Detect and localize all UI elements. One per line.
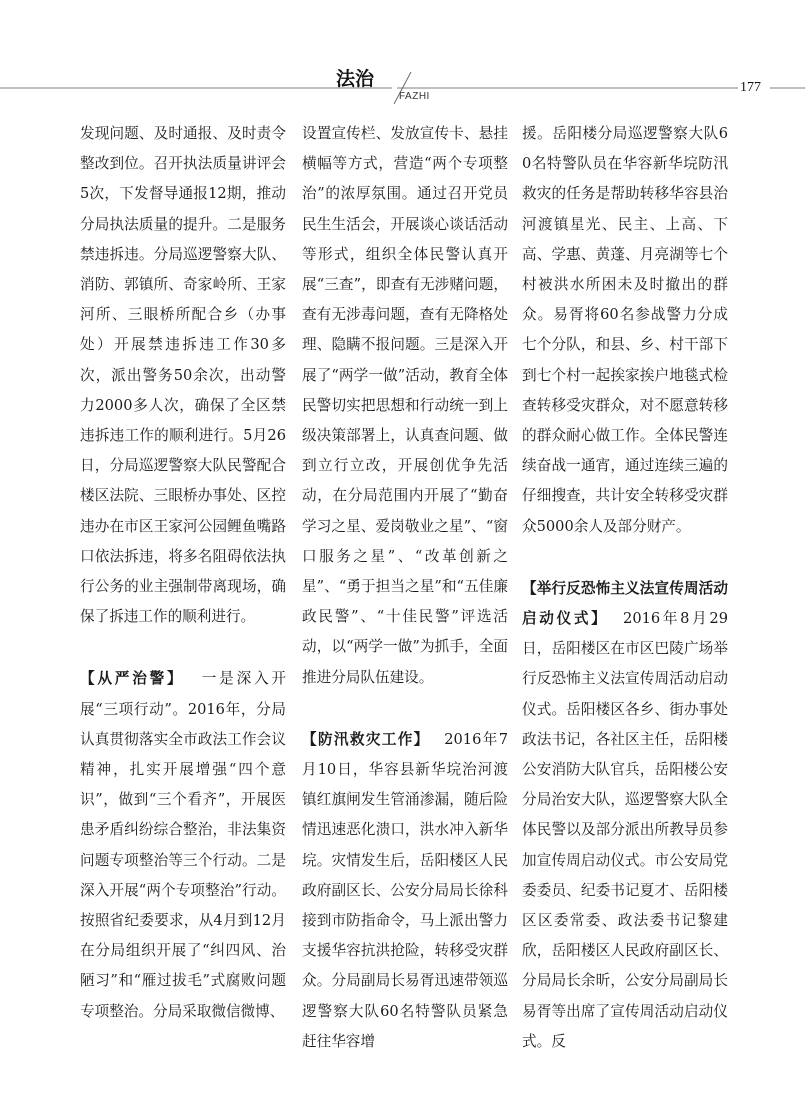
paragraph-body: 2016年7月10日，华容县新华垸治河渡镇红旗闸发生管涌渗漏，随后险情迅速恶化溃口，洪水冲入新华垸。灾情发生后，岳阳楼区人民政府副区长、公安分局局长徐科接到市防指命令，马上派出警力支援华容抗洪抢险，转移受灾群众。分局副局长易胥迅速带领巡逻警察大队60名特警队员紧急赶往华容增 [302,730,508,1050]
text-column-3 [522,119,728,1089]
paragraph-body: 一是深入开展“三项行动”。2016年，分局认真贯彻落实全市政法工作会议精神，扎实开展增强“四个意识”，做到“三个看齐”，开展医患矛盾纠纷综合整治，非法集资问题专项整治等三个行动。二是深入开展“两个专项整治”行动。按照省纪委要求，从4月到12月在分局组织开展了“纠四风、治陋习”和“雁过拔毛”式腐败问题专项整治。分局采取微信微博、 [80,670,286,1020]
paragraph: 援。岳阳楼分局巡逻警察大队60名特警队员在华容新华垸防汛救灾的任务是帮助转移华容县治河渡镇星光、民主、上高、下高、学惠、黄蓬、月亮湖等七个村被洪水所困未及时撤出的群众。易胥将60名参战警力分成七个分队，和县、乡、村干部下到七个村一起挨家挨户地毯式检查转移受灾群众，对不愿意转移的群众耐心做工作。全体民警连续奋战一通宵，通过连续三遍的仔细搜查，共计安全转移受灾群众5000余人及部分财产。 [522,125,728,535]
section-title: 法治 [336,68,375,90]
paragraph: 发现问题、及时通报、及时责令整改到位。召开执法质量讲评会5次，下发督导通报12期，推动分局执法质量的提升。二是服务禁违拆违。分局巡逻警察大队、消防、郭镇所、奇家岭所、王家河所、三眼桥所配合乡（办事处）开展禁违拆违工作30多次，派出警务50余次，出动警力2000多人次，确保了全区禁违拆违工作的顺利进行。5月26日，分局巡逻警察大队民警配合楼区法院、三眼桥办事处、区控违办在市区王家河公园鲤鱼嘴路口依法拆违，将多名阻碍依法执行公务的业主强制带离现场，确保了拆违工作的顺利进行。 [80,125,286,626]
paragraph-body: 2016年8月29日，岳阳楼区在市区巴陵广场举行反恐怖主义法宣传周活动启动仪式。岳阳楼区各乡、街办事处政法书记，各社区主任，岳阳楼公安消防大队官兵，岳阳楼公安分局治安大队，巡逻警察大队全体民警以及部分派出所教导员参加宣传周启动仪式。市公安局党委委员、纪委书记夏才、岳阳楼区区委常委、政法委书记黎建欣，岳阳楼区人民政府副区长、分局局长余昕，公安分局副局长易胥等出席了宣传周活动启动仪式。反 [522,610,728,1050]
text-column-2 [302,119,508,1089]
section-heading: 【从严治警】 [80,670,185,688]
text-column-1 [80,119,286,1059]
paragraph [80,664,286,1026]
paragraph [302,725,508,1057]
section-heading: 【防汛救灾工作】 [302,730,430,748]
section-heading: 【举行反恐怖主义法宣传周活动启动仪式】 [522,579,728,628]
section-pinyin: FAZHI [399,91,430,102]
paragraph: 设置宣传栏、发放宣传卡、悬挂横幅等方式，营造“两个专项整治”的浓厚氛围。通过召开党员民生生活会，开展谈心谈话活动等形式，组织全体民警认真开展“三查”，即查有无涉赌问题，查有无涉毒问题，查有无降格处理、隐瞒不报问题。三是深入开展了“两学一做”活动，教育全体民警切实把思想和行动统一到上级决策部署上，认真查问题、做到立行立改，开展创优争先活动，在分局范围内开展了“勤奋学习之星、爱岗敬业之星”、“窗口服务之星”、“改革创新之星”、“勇于担当之星”和“五佳廉政民警”、“十佳民警”评选活动，以“两学一做”为抓手，全面推进分局队伍建设。 [302,125,508,686]
paragraph [522,574,728,1057]
page-number: 177 [740,80,761,95]
page-header [0,0,805,110]
